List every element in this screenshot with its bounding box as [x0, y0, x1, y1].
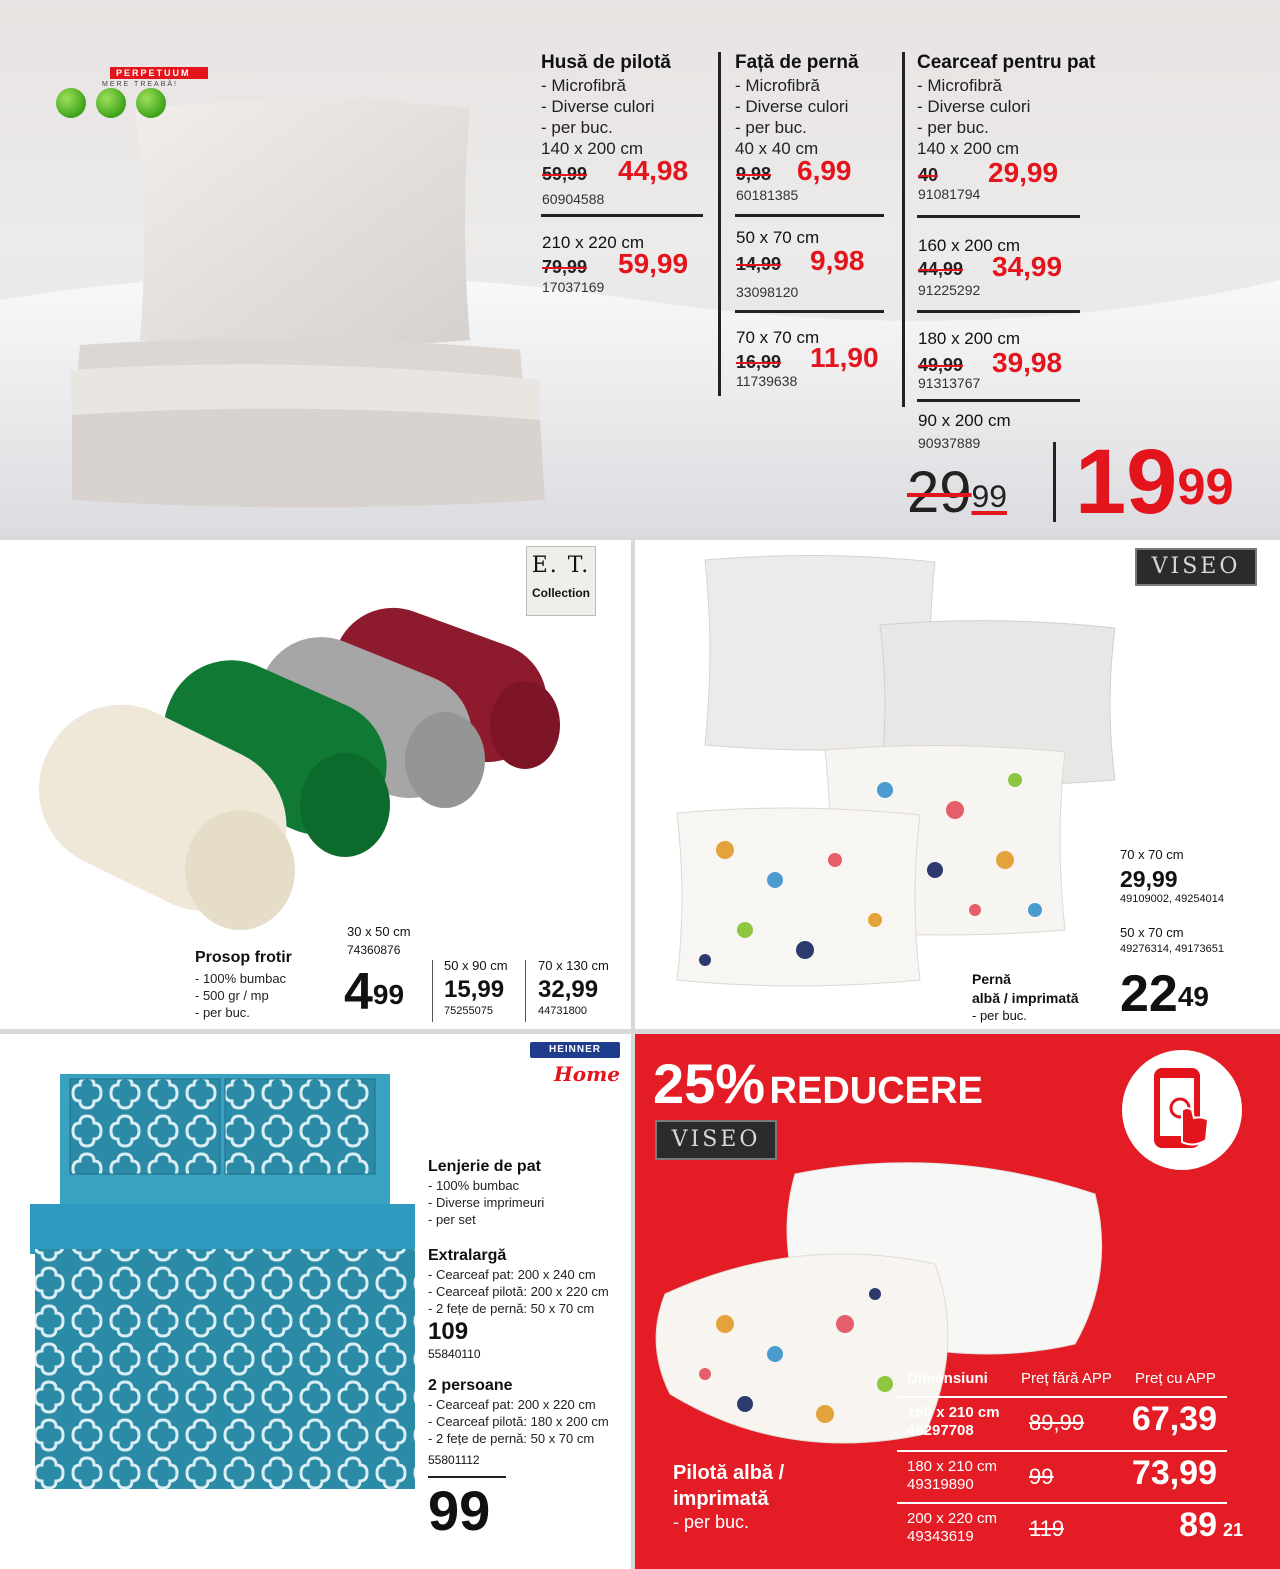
- bed-linen-image: [30, 1074, 420, 1494]
- product-code: 11739638: [736, 373, 798, 389]
- mobile-app-icon: [1122, 1050, 1242, 1170]
- old-price: 79,99: [542, 257, 588, 277]
- features: - 100% bumbac - Diverse imprimeuri - per set: [428, 1178, 545, 1227]
- pillows-image: [635, 540, 1135, 1000]
- feature: - per buc.: [541, 118, 613, 137]
- divider: [917, 310, 1080, 313]
- product-title: Cearceaf pentru pat: [917, 52, 1096, 73]
- price: 39,98: [992, 347, 1063, 378]
- product-title: Prosop frotir: [195, 949, 292, 966]
- price-divider: [1053, 442, 1056, 522]
- duvet-cover-info: [541, 51, 671, 159]
- price: 29,99: [1120, 866, 1178, 892]
- bed-linen-section: [0, 1034, 631, 1569]
- variant-items: - Cearceaf pat: 200 x 220 cm - Cearceaf pilotă: 180 x 200 cm - 2 fețe de pernă: 50 x 70 cm: [428, 1397, 609, 1446]
- variant-items: - Cearceaf pat: 200 x 240 cm - Cearceaf pilotă: 200 x 220 cm - 2 fețe de pernă: 50 x 70 cm: [428, 1267, 609, 1316]
- size: 70 x 130 cm: [538, 958, 609, 973]
- divider: [735, 310, 884, 313]
- et-collection-logo: E. T. Collection: [526, 546, 596, 616]
- size: 70 x 70 cm: [1120, 847, 1184, 862]
- old-price: 44,99: [918, 259, 964, 279]
- table-header: Preț cu APP: [1135, 1370, 1216, 1387]
- product-title: Husă de pilotă: [541, 52, 671, 73]
- product-title: Pilotă albă / imprimată: [673, 1462, 785, 1510]
- divider: [432, 960, 433, 1022]
- product-code: 60181385: [736, 187, 799, 203]
- discount-headline: 25% REDUCERE: [653, 1052, 983, 1115]
- price: 9,98: [810, 245, 865, 276]
- price: 32,99: [538, 976, 599, 1003]
- old-price: 9,98: [736, 164, 772, 184]
- size: 210 x 220 cm: [542, 233, 645, 252]
- unit-label: - per buc.: [673, 1512, 750, 1532]
- feature: - Microfibră: [735, 76, 821, 95]
- size: 30 x 50 cm: [347, 924, 411, 939]
- features: - 100% bumbac - 500 gr / mp - per buc.: [195, 971, 287, 1020]
- price: 99: [428, 1479, 491, 1542]
- product-code: 75255075: [444, 1005, 493, 1017]
- product-code: 55801112: [428, 1453, 480, 1467]
- feature: - Microfibră: [541, 76, 627, 95]
- divider: [735, 214, 884, 217]
- apple-icon: [96, 88, 126, 118]
- product-code: 49276314, 49173651: [1120, 943, 1224, 955]
- table-row: 180 x 210 cm 49319890 99 73,99: [907, 1454, 1217, 1493]
- feature: - per buc.: [735, 118, 807, 137]
- product-code: 74360876: [347, 943, 401, 957]
- old-price: 14,99: [736, 254, 782, 274]
- variant-title: Extralargă: [428, 1247, 507, 1264]
- towel-section: [0, 540, 631, 1029]
- price: 29,99: [988, 157, 1059, 188]
- brand-name: PERPETUUM: [110, 67, 208, 79]
- feature: - Diverse culori: [735, 97, 849, 116]
- pillowcase-info: [735, 51, 859, 159]
- pillow-section: [635, 540, 1280, 1029]
- feature: - Diverse culori: [917, 97, 1031, 116]
- apple-icon: [56, 88, 86, 118]
- viseo-logo: VISEO: [655, 1120, 777, 1160]
- divider: [428, 1476, 506, 1478]
- old-price: 16,99: [736, 352, 782, 372]
- product-title: Lenjerie de pat: [428, 1158, 541, 1175]
- product-code: 17037169: [542, 279, 605, 295]
- product-code: 33098120: [736, 284, 799, 300]
- feature: - Diverse culori: [541, 97, 655, 116]
- product-code: 55840110: [428, 1347, 481, 1361]
- divider: [917, 399, 1080, 402]
- variant-title: 2 persoane: [428, 1377, 513, 1394]
- size: 50 x 70 cm: [736, 228, 820, 247]
- table-row: 200 x 220 cm 49343619 119 89: [907, 1506, 1217, 1545]
- size: 70 x 70 cm: [736, 328, 820, 347]
- feature: - per buc.: [917, 118, 989, 137]
- product-code: 90937889: [918, 435, 981, 451]
- size: 90 x 200 cm: [918, 411, 1011, 430]
- price: 59,99: [618, 248, 689, 279]
- price: 6,99: [797, 155, 852, 186]
- divider: [541, 214, 703, 217]
- size: 180 x 200 cm: [918, 329, 1021, 348]
- page-number: 21: [1223, 1520, 1244, 1540]
- promo-section: [635, 1034, 1280, 1569]
- microfiber-section: [0, 0, 1280, 537]
- column-divider: [718, 52, 721, 396]
- product-code: 49109002, 49254014: [1120, 893, 1224, 905]
- size: 50 x 90 cm: [444, 958, 508, 973]
- price: 34,99: [992, 251, 1063, 282]
- price: 109: [428, 1318, 469, 1345]
- price: 15,99: [444, 976, 505, 1003]
- product-code: 60904588: [542, 191, 605, 207]
- divider: [525, 960, 526, 1022]
- price: 44,98: [618, 155, 689, 186]
- product-code: 91313767: [918, 375, 981, 391]
- big-price: $19^{99}$: [1075, 431, 1234, 533]
- table-header: Preț fără APP: [1021, 1370, 1112, 1387]
- size: 160 x 200 cm: [918, 236, 1021, 255]
- old-price: 49,99: [918, 355, 964, 375]
- feature: - Microfibră: [917, 76, 1003, 95]
- big-old-price: $29^{99}$: [907, 460, 1007, 525]
- bedsheet-info: [917, 51, 1095, 159]
- column-divider: [902, 52, 905, 407]
- old-price: 40: [918, 165, 939, 185]
- product-code: 44731800: [538, 1005, 587, 1017]
- size: 140 x 200 cm: [541, 139, 644, 158]
- divider: [897, 1502, 1227, 1504]
- apple-icon: [136, 88, 166, 118]
- heinner-home-logo: HEINNER Home: [530, 1042, 620, 1098]
- price: $22^{49}$: [1120, 965, 1209, 1023]
- unit-label: - per buc.: [972, 1008, 1027, 1023]
- product-code: 91225292: [918, 282, 981, 298]
- viseo-logo: VISEO: [1135, 548, 1257, 586]
- size: 50 x 70 cm: [1120, 925, 1184, 940]
- price: 11,90: [810, 342, 879, 373]
- divider: [917, 215, 1080, 218]
- price: $4^{99}$: [344, 963, 405, 1021]
- brand-tagline: MERE TREABĂ!: [102, 81, 178, 88]
- divider: [897, 1396, 1227, 1398]
- product-title: Pernă albă / imprimată: [972, 971, 1079, 1006]
- old-price: 59,99: [542, 164, 588, 184]
- table-header: Dimensiuni: [907, 1370, 988, 1387]
- table-row: 150 x 210 cm 49297708 89,99 67,39: [907, 1400, 1217, 1439]
- price-table: [897, 1364, 1237, 1564]
- size: 140 x 200 cm: [917, 139, 1020, 158]
- size: 40 x 40 cm: [735, 139, 819, 158]
- product-title: Față de pernă: [735, 52, 859, 73]
- product-code: 91081794: [918, 186, 981, 202]
- divider: [897, 1450, 1227, 1452]
